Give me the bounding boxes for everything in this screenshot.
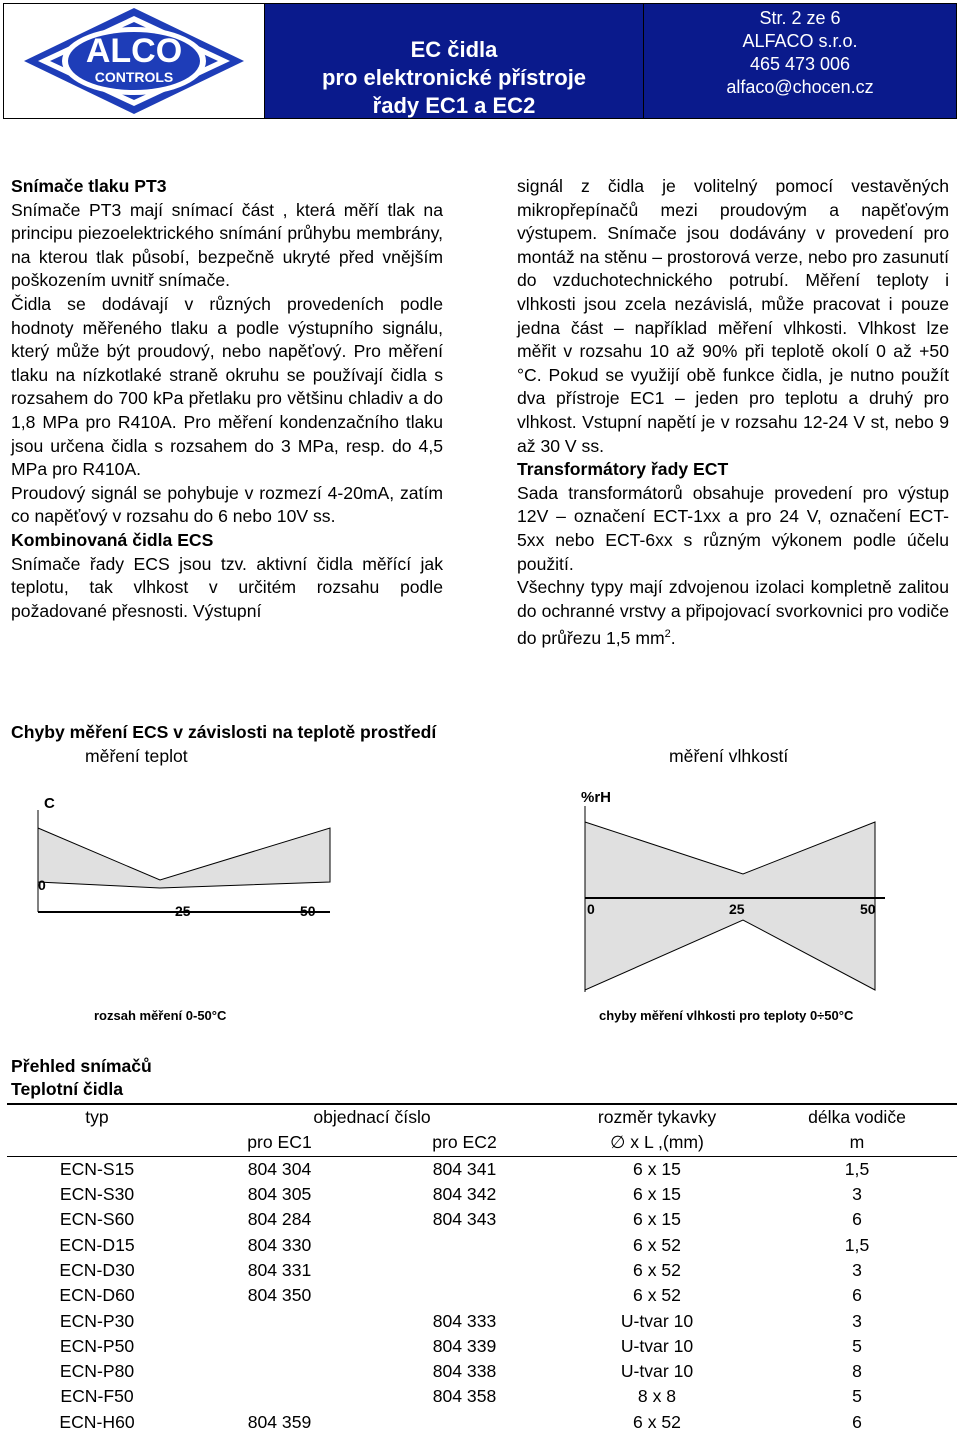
alco-logo [4, 4, 264, 118]
table-cell: 6 x 52 [633, 1259, 681, 1280]
table-row [7, 1334, 957, 1359]
paragraph: signál z čidla je volitelný pomocí vestavěných mikropřepínačů mezi proudovým a napěťovým výstupem. Snímače jsou dodávány v provedení pro montáž na stěnu – prostorová verze, nebo pro zasunutí do vzduchotechnického potrubí. Měření teploty i vlhkosti jsou zcela nezávislá, může pracovat i pouze jedna část – například měření vlhkosti. Vlhkost lze měřit v rozsahu 10 až 90% při teplotě okolí 0 až +50 °C. Pokud se využijí obě funkce čidla, je nutno použít dva přístroje EC1 – jeden pro teplotu a druhý pro vlhkost. Vstupní napětí je v rozsahu 12-24 V st, nebo 9 až 30 V ss. [517, 176, 949, 456]
sensor-table-body [7, 1156, 957, 1435]
humidity-error-figure [575, 780, 905, 1030]
table-cell [372, 1232, 557, 1257]
table-cell: U-tvar 10 [620, 1310, 694, 1331]
table-cell: ECN-F50 [60, 1386, 134, 1407]
table-cell: 6 [852, 1285, 862, 1306]
table-cell [372, 1283, 557, 1308]
col-header-order: objednací číslo [187, 1104, 557, 1130]
hum-tick-25: 25 [729, 901, 745, 917]
paragraph [517, 576, 949, 651]
title-cell [265, 4, 644, 118]
table-cell: 804 341 [432, 1158, 497, 1179]
temp-error-figure [30, 780, 390, 1030]
company-phone: 465 473 006 [749, 54, 851, 74]
table-cell [372, 1410, 557, 1435]
paragraph: Sada transformátorů obsahuje provedení pro výstup 12V – označení ECT-1xx a pro 24 V, označení ECT-5xx nebo ECT-6xx s různým výkonem podle účelu použití. [517, 482, 949, 574]
table-cell: ECN-H60 [59, 1411, 135, 1432]
doc-title-1: EC čidla [410, 37, 498, 62]
label-humidity: měření vlhkostí [669, 746, 789, 766]
table-cell: 804 338 [432, 1361, 497, 1382]
col-header-size: rozměr tykavky [557, 1104, 757, 1130]
table-cell: 804 343 [432, 1209, 497, 1230]
table-cell: 6 x 15 [633, 1209, 681, 1230]
logo-text-alco: ALCO [85, 32, 183, 70]
table-row [7, 1308, 957, 1333]
logo-cell [4, 4, 265, 118]
table-cell: ECN-D60 [59, 1285, 135, 1306]
header-blank [7, 1130, 187, 1156]
errors-heading: Chyby měření ECS v závislosti na teplotě prostředí [11, 722, 437, 742]
table-cell: 6 [852, 1411, 862, 1432]
table-cell: ECN-P50 [59, 1335, 135, 1356]
text-column-right [517, 175, 949, 651]
col-header-length-unit: m [757, 1130, 957, 1156]
hum-tick-50: 50 [860, 901, 876, 917]
table-cell: ECN-S60 [59, 1209, 135, 1230]
table-cell: ECN-S15 [59, 1158, 135, 1179]
col-header-ec1: pro EC1 [187, 1130, 372, 1156]
logo-text-controls: CONTROLS [94, 69, 174, 85]
doc-title-2: pro elektronické přístroje [321, 65, 587, 90]
temp-tick-25: 25 [175, 903, 191, 919]
table-cell: 1,5 [844, 1234, 870, 1255]
table-cell: 804 342 [432, 1184, 497, 1205]
table-cell: 8 x 8 [637, 1386, 677, 1407]
col-header-typ: typ [7, 1104, 187, 1130]
heading-ect: Transformátory řady ECT [517, 459, 729, 480]
heading-pt3: Snímače tlaku PT3 [11, 176, 167, 196]
table-row [7, 1232, 957, 1257]
paragraph: Čidla se dodávají v různých provedeních podle hodnoty měřeného tlaku a podle výstupního signálu, který může být proudový, nebo napěťový. Pro měření tlaku na nízkotlaké straně okruhu se používají čidla s rozsahem do 700 kPa přetlaku pro většinu chladiv a do 1,8 MPa pro R410A. Pro měření kondenzačního tlaku jsou určena čidla s rozsahem do 3 MPa, resp. do 4,5 MPa pro R410A. [11, 293, 443, 480]
superscript: 2 [664, 628, 671, 641]
table-cell: 804 358 [432, 1386, 497, 1407]
table-cell [372, 1258, 557, 1283]
temp-caption: rozsah měření 0-50°C [94, 1008, 227, 1023]
heading-ecs: Kombinovaná čidla ECS [11, 529, 214, 550]
table-cell: U-tvar 10 [620, 1335, 694, 1356]
text-span: Všechny typy mají zdvojenou izolaci kompletně zalitou do ochranné vrstvy a připojovací svorkovnici pro vodiče do průřezu 1,5 mm [517, 577, 949, 649]
col-header-length: délka vodiče [757, 1104, 957, 1130]
table-cell: 804 330 [247, 1234, 312, 1255]
col-header-size-unit: ∅ x L ,(mm) [557, 1130, 757, 1156]
hum-caption: chyby měření vlhkosti pro teploty 0÷50°C [599, 1008, 854, 1023]
company-email[interactable]: alfaco@chocen.cz [726, 77, 874, 97]
text-span: . [670, 628, 676, 649]
overview-subtitle: Teplotní čidla [11, 1079, 124, 1099]
table-row [7, 1207, 957, 1232]
page-number: Str. 2 ze 6 [759, 8, 841, 28]
hum-ylabel: %rH [581, 789, 612, 806]
page-header [3, 3, 957, 119]
text-column-left [11, 175, 443, 623]
paragraph: Snímače řady ECS jsou tzv. aktivní čidla měřící jak teplotu, tak vlhkost v určitém rozsahu podle požadované přesnosti. Výstupní [11, 553, 443, 621]
table-cell [187, 1359, 372, 1384]
hum-tick-0: 0 [587, 901, 595, 917]
company-name: ALFACO s.r.o. [742, 31, 858, 51]
table-cell: 3 [852, 1184, 862, 1205]
table-row [7, 1258, 957, 1283]
overview-title: Přehled snímačů [11, 1056, 152, 1076]
table-cell: 804 304 [247, 1158, 312, 1179]
table-cell: 6 x 52 [633, 1234, 681, 1255]
table-row [7, 1182, 957, 1207]
table-cell: 5 [852, 1386, 862, 1407]
temp-ylabel: C [44, 795, 55, 812]
table-cell: 804 350 [247, 1285, 312, 1306]
table-cell: ECN-P80 [59, 1361, 135, 1382]
table-cell: 1,5 [844, 1158, 870, 1179]
table-cell: 804 333 [432, 1310, 497, 1331]
temp-error-band [38, 828, 330, 888]
table-cell: 6 x 52 [633, 1285, 681, 1306]
table-row [7, 1156, 957, 1182]
table-row [7, 1384, 957, 1409]
table-cell: 6 x 15 [633, 1184, 681, 1205]
table-row [7, 1283, 957, 1308]
table-row [7, 1359, 957, 1384]
table-cell: 8 [852, 1361, 862, 1382]
table-cell: 3 [852, 1259, 862, 1280]
table-row [7, 1410, 957, 1435]
table-cell: ECN-P30 [59, 1310, 135, 1331]
info-cell [644, 4, 956, 118]
col-header-ec2: pro EC2 [372, 1130, 557, 1156]
label-temp: měření teplot [85, 746, 188, 766]
table-cell: 804 284 [247, 1209, 312, 1230]
table-cell: ECN-S30 [59, 1184, 135, 1205]
table-cell: 804 339 [432, 1335, 497, 1356]
paragraph: Proudový signál se pohybuje v rozmezí 4-20mA, zatím co napěťový v rozsahu do 6 nebo 10V ss. [11, 482, 443, 527]
table-cell [187, 1308, 372, 1333]
table-cell [187, 1384, 372, 1409]
table-cell: 6 x 52 [633, 1411, 681, 1432]
sensor-table [7, 1103, 957, 1435]
table-cell: U-tvar 10 [620, 1361, 694, 1382]
table-cell: 804 359 [247, 1411, 312, 1432]
table-cell [187, 1334, 372, 1359]
table-cell: 804 305 [247, 1184, 312, 1205]
table-cell: 5 [852, 1335, 862, 1356]
table-cell: 804 331 [247, 1259, 312, 1280]
temp-tick-50: 50 [300, 903, 316, 919]
table-cell: 6 [852, 1209, 862, 1230]
table-cell: ECN-D15 [59, 1234, 135, 1255]
doc-title-3: řady EC1 a EC2 [372, 93, 536, 118]
table-cell: 6 x 15 [633, 1158, 681, 1179]
temp-tick-0: 0 [38, 877, 46, 893]
paragraph: Snímače PT3 mají snímací část , která měří tlak na principu piezoelektrického snímání průhybu membrány, na kterou tlak působí, bezpečně ukryté před vnějším poškozením uvnitř snímače. [11, 199, 443, 291]
table-cell: ECN-D30 [59, 1259, 135, 1280]
table-cell: 3 [852, 1310, 862, 1331]
